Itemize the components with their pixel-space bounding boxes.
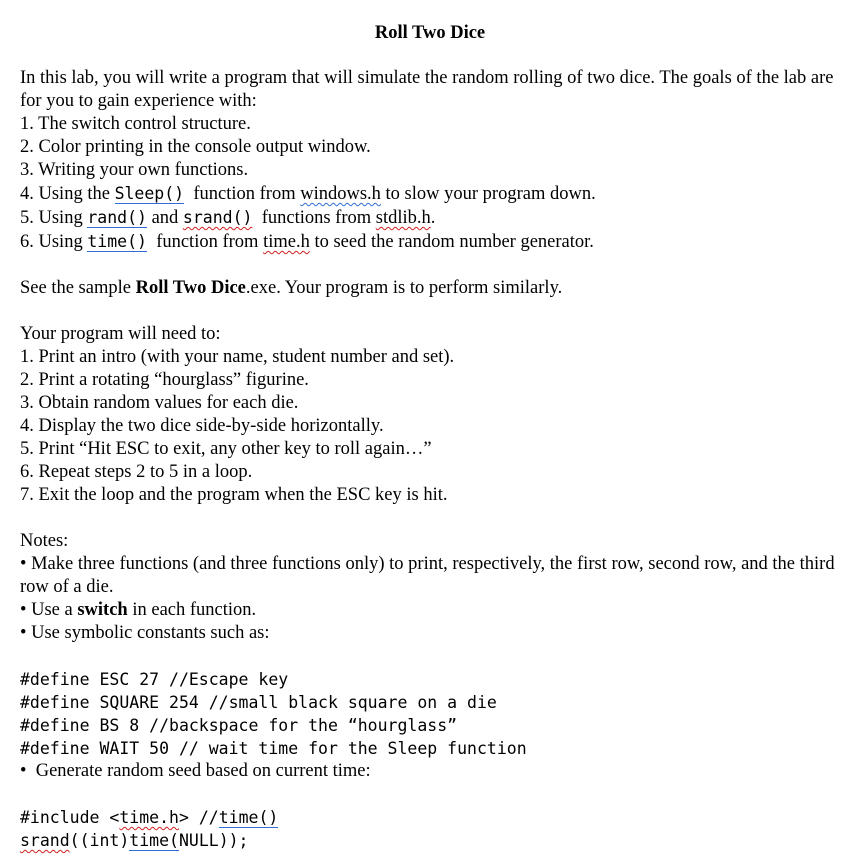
seed-note [20, 760, 840, 783]
goal-2: 2. Color printing in the console output window. [20, 137, 371, 157]
sample-paragraph [20, 277, 840, 300]
document [20, 22, 840, 852]
note-1: • Make three functions (and three functions only) to print, respectively, the first row, second row, and the third row of a die. [20, 554, 835, 597]
goal-6 [20, 230, 840, 254]
srand-mid: ((int) [69, 831, 130, 850]
define-bs: #define BS 8 //backspace for the “hourglass” [20, 716, 458, 735]
time-code: time() [87, 232, 147, 251]
sample-pre: See the sample [20, 278, 136, 298]
include-pre: #include < [20, 808, 120, 827]
step-1: 1. Print an intro (with your name, student number and set). [20, 347, 455, 367]
sample-post: .exe. Your program is to perform similarly. [245, 278, 563, 298]
step-3: 3. Obtain random values for each die. [20, 393, 299, 413]
goal-5-pre: 5. Using [20, 208, 88, 228]
sample-bold: Roll Two Dice [135, 278, 246, 298]
goal-4-post: to slow your program down. [380, 184, 596, 204]
goal-6-mid: function from [151, 232, 264, 252]
note-3: • Use symbolic constants such as: [20, 623, 270, 643]
include-file: time.h [119, 808, 179, 827]
srand-code: srand() [182, 208, 253, 227]
srand-time: time( [129, 831, 179, 850]
step-4: 4. Display the two dice side-by-side horizontally. [20, 416, 384, 436]
include-line [20, 806, 840, 829]
goal-1: 1. The switch control structure. [20, 114, 251, 134]
note-2 [20, 599, 840, 622]
sleep-code: Sleep() [114, 184, 185, 203]
include-fn: time() [218, 808, 279, 827]
goal-6-post: to seed the random number generator. [309, 232, 594, 252]
stdlib-h-file: stdlib.h [375, 208, 431, 228]
notes-heading: Notes: [20, 531, 69, 551]
windows-h-file: windows.h [300, 184, 381, 204]
note-2-pre: • Use a [20, 600, 78, 620]
define-esc: #define ESC 27 //Escape key [20, 670, 289, 689]
step-6: 6. Repeat steps 2 to 5 in a loop. [20, 462, 253, 482]
goal-4-mid: function from [188, 184, 301, 204]
steps-heading: Your program will need to: [20, 324, 221, 344]
goal-6-pre: 6. Using [20, 232, 88, 252]
goal-5-mid: functions from [257, 208, 376, 228]
define-square: #define SQUARE 254 //small black square on a die [20, 693, 497, 712]
goal-5 [20, 206, 840, 230]
goal-4-pre: 4. Using the [20, 184, 115, 204]
srand-post: NULL)); [178, 831, 249, 850]
seed-text: Generate random seed based on current time: [35, 761, 371, 781]
include-mid: > // [178, 808, 219, 827]
step-2: 2. Print a rotating “hourglass” figurine. [20, 370, 309, 390]
time-h-file: time.h [263, 232, 310, 252]
goal-5-post: . [430, 208, 436, 228]
goal-3: 3. Writing your own functions. [20, 160, 249, 180]
goal-5-and: and [146, 208, 183, 228]
seed-bullet: • [20, 761, 27, 781]
srand-line [20, 829, 840, 852]
note-2-post: in each function. [127, 600, 257, 620]
define-wait: #define WAIT 50 // wait time for the Sleep function [20, 739, 527, 758]
intro-paragraph: In this lab, you will write a program that will simulate the random rolling of two dice. The goals of the lab are for you to gain experience with: [20, 68, 834, 111]
step-7: 7. Exit the loop and the program when the ESC key is hit. [20, 485, 448, 505]
page-title: Roll Two Dice [374, 23, 486, 43]
step-5: 5. Print “Hit ESC to exit, any other key to roll again…” [20, 439, 432, 459]
note-2-bold: switch [77, 600, 128, 620]
srand-fn: srand [20, 831, 70, 850]
rand-code: rand() [87, 208, 147, 227]
goal-4 [20, 182, 840, 206]
